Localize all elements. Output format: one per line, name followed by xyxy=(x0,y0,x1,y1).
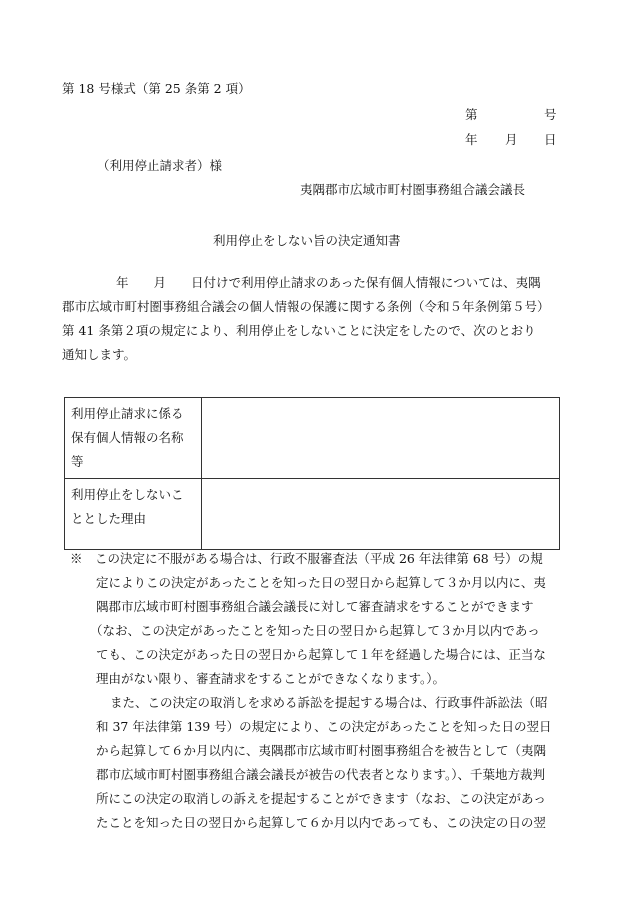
table-label-line: 等 xyxy=(71,454,84,469)
note-line: から起算して６か月以内に、夷隅郡市広域市町村圏事務組合を被告として（夷隅 xyxy=(96,743,547,758)
body-line: 郡市広域市町村圏事務組合議会の個人情報の保護に関する条例（令和５年条例第５号） xyxy=(62,299,550,314)
note-line: 定によりこの決定があったことを知った日の翌日から起算して３か月以内に、夷 xyxy=(96,575,546,590)
note-line: 理由がない限り、審査請求をすることができなくなります。）。 xyxy=(96,671,446,686)
table-value-cell[interactable] xyxy=(202,479,560,550)
document-title: 利用停止をしない旨の決定通知書 xyxy=(213,233,401,248)
sender: 夷隅郡市広域市町村圏事務組合議会議長 xyxy=(300,182,526,197)
addressee: （利用停止請求者）様 xyxy=(97,158,223,173)
table-label-line: 利用停止をしないこ xyxy=(71,487,184,502)
note-line: また、この決定の取消しを求める訴訟を提起する場合は、行政事件訴訟法（昭 xyxy=(110,695,548,710)
table-label-line: 保有個人情報の名称 xyxy=(71,430,184,445)
date-year-label: 年 xyxy=(465,132,478,147)
form-number: 第 18 号様式（第 25 条第 2 項） xyxy=(62,81,251,96)
table-label-line: ととした理由 xyxy=(71,511,147,526)
document-number-suffix: 号 xyxy=(544,107,557,122)
table-row xyxy=(65,479,560,550)
table-label-cell xyxy=(65,479,202,550)
note-line: ても、この決定があった日の翌日から起算して１年を経過した場合には、正当な xyxy=(96,647,546,662)
note-line: 所にこの決定の取消しの訴えを提起することができます（なお、この決定があっ xyxy=(96,791,546,806)
note-line: 郡市広域市町村圏事務組合議会議長が被告の代表者となります。）、千葉地方裁判 xyxy=(96,767,546,782)
table-label-cell xyxy=(65,398,202,479)
note-line: （なお、この決定があったことを知った日の翌日から起算して３か月以内であっ xyxy=(90,623,540,638)
body-paragraph xyxy=(62,271,572,367)
body-line: 年 月 日付けで利用停止請求のあった保有個人情報については、夷隅 xyxy=(116,275,541,290)
note-line: 隅郡市広域市町村圏事務組合議会議長に対して審査請求をすることができます xyxy=(96,599,534,614)
note-line: ※ この決定に不服がある場合は、行政不服審査法（平成 26 年法律第 68 号）の規 xyxy=(70,551,543,566)
table-row xyxy=(65,398,560,479)
date-day-label: 日 xyxy=(544,132,557,147)
body-line: 第 41 条第２項の規定により、利用停止をしないことに決定をしたので、次のとおり xyxy=(62,323,536,338)
info-table xyxy=(64,397,560,550)
notes-section xyxy=(62,547,572,835)
table-label-line: 利用停止請求に係る xyxy=(71,406,184,421)
body-line: 通知します。 xyxy=(62,347,137,362)
table-value-cell[interactable] xyxy=(202,398,560,479)
note-line: 和 37 年法律第 139 号）の規定により、この決定があったことを知った日の翌日 xyxy=(96,719,552,734)
note-line: たことを知った日の翌日から起算して６か月以内であっても、この決定の日の翌 xyxy=(96,815,546,830)
document-number-label: 第 xyxy=(465,107,478,122)
date-month-label: 月 xyxy=(505,132,518,147)
